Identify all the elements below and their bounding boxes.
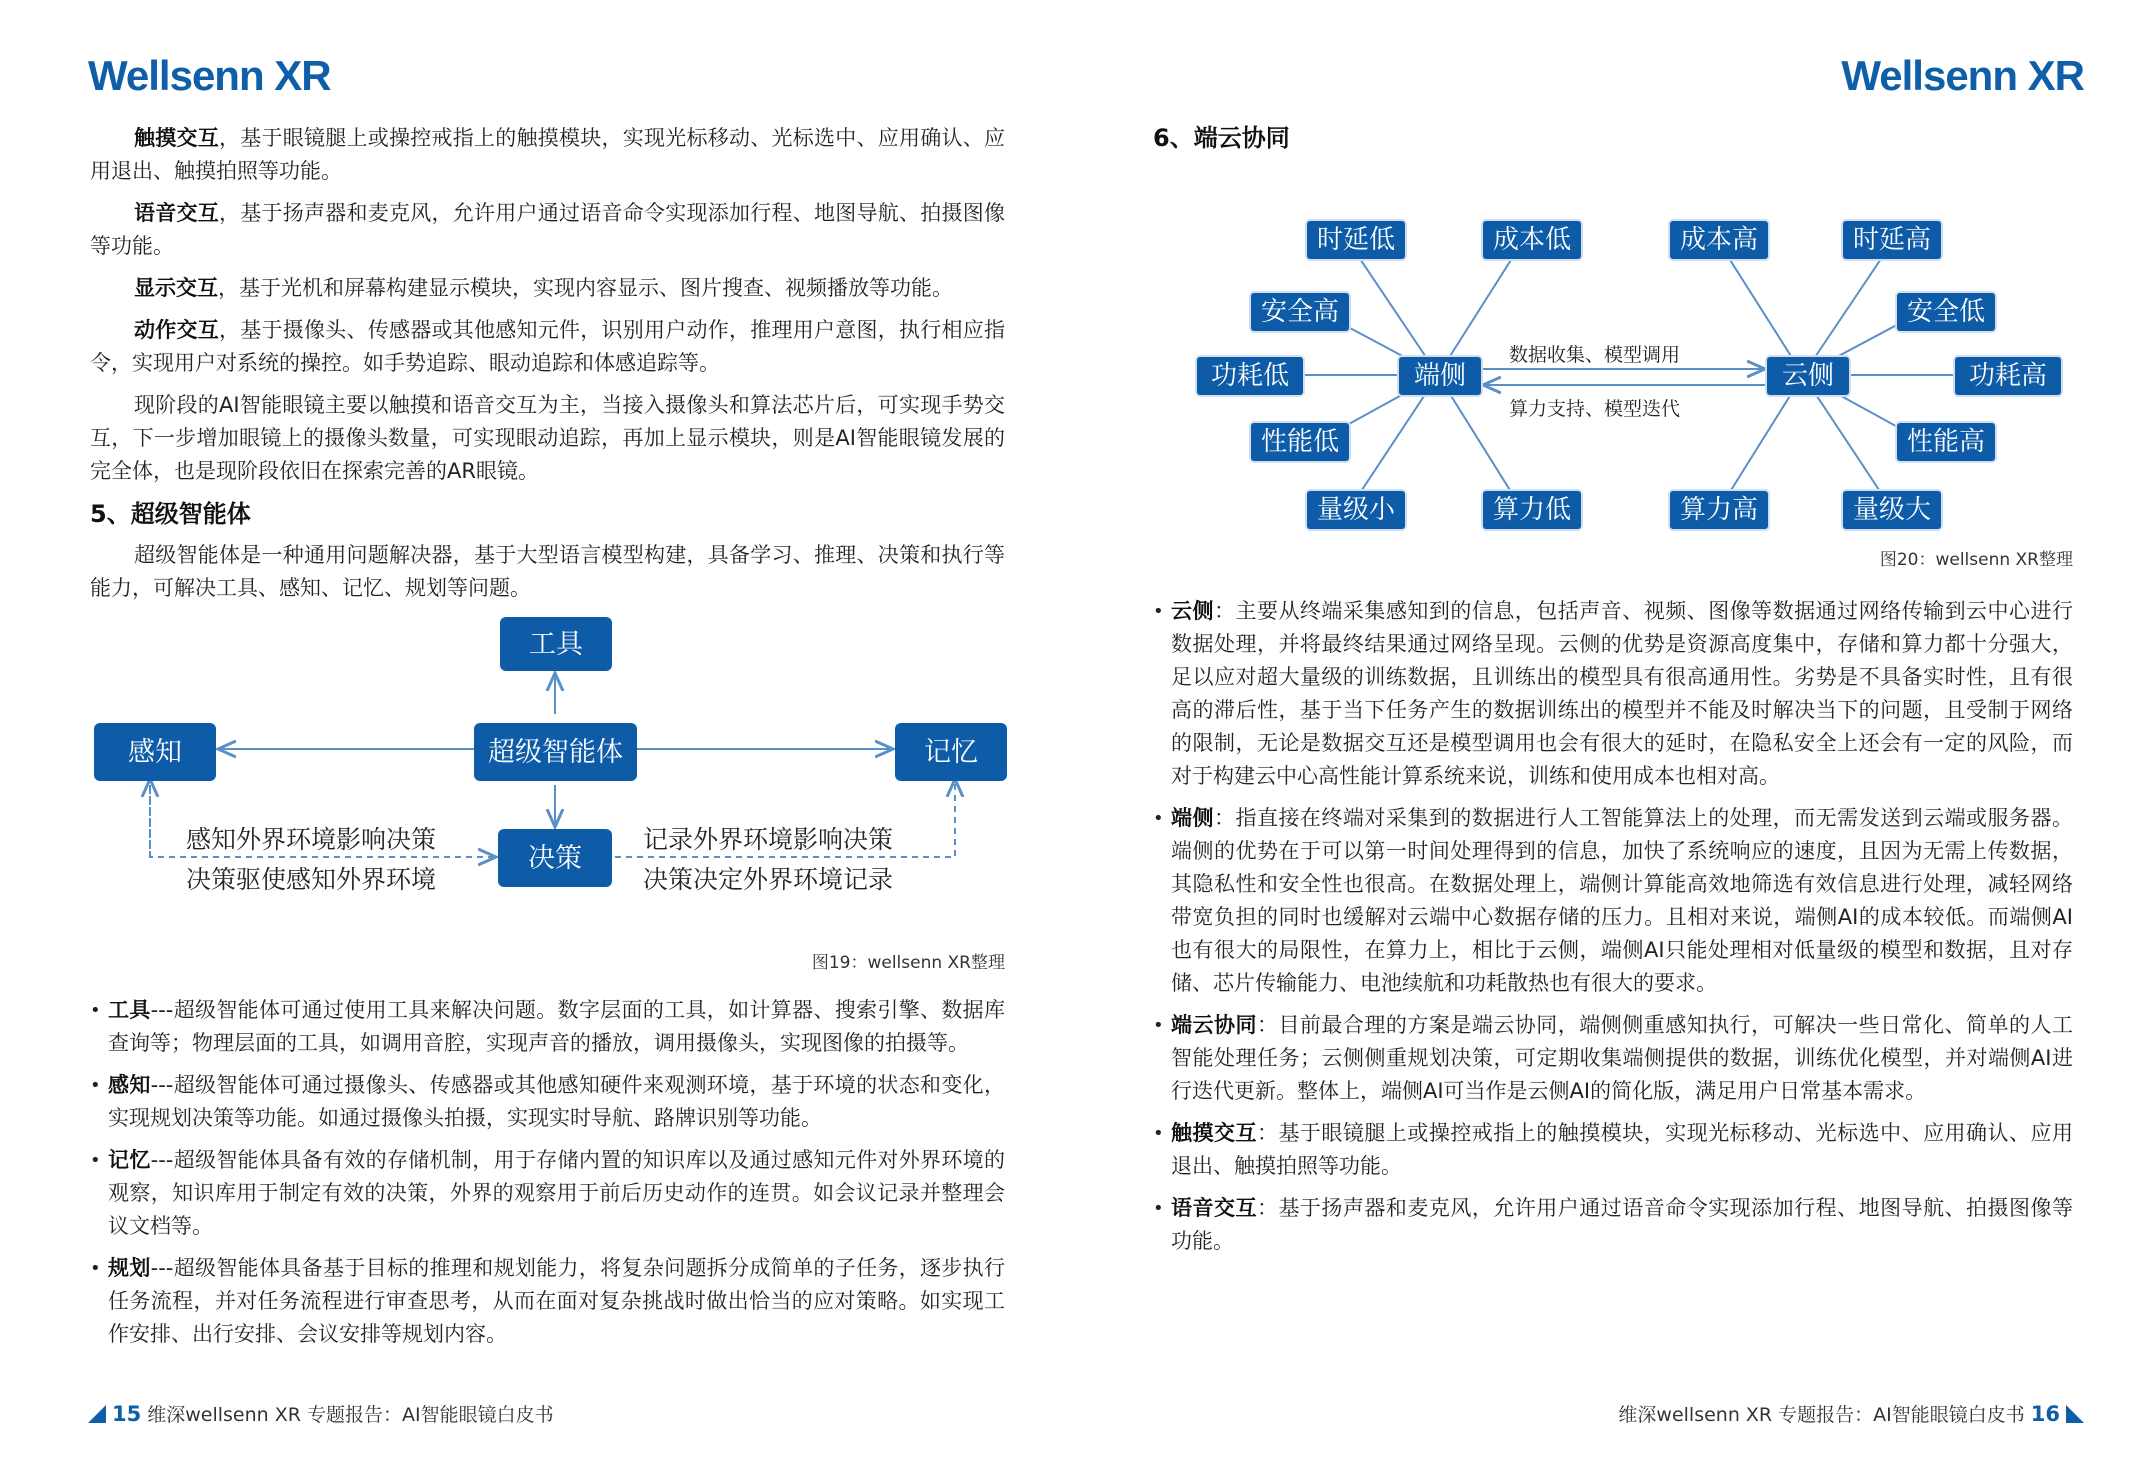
section-title: 5、超级智能体 [90,500,251,528]
edge-tag-compute: 算力低 [1481,489,1583,531]
label-decision-memory: 决策决定外界环境记录 [643,865,894,894]
bullet-item: • 工具---超级智能体可通过使用工具来解决问题。数字层面的工具，如计算器、搜索引擎、数据库查询等；物理层面的工具，如调用音腔，实现声音的播放，调用摄像头，实现图像的拍摄等。 [90,994,1005,1060]
edge-cloud-diagram [1153,163,2073,525]
edge-tag-cost: 成本低 [1481,219,1583,261]
perception-node: 感知 [94,723,216,781]
super-agent-node: 超级智能体 [474,723,637,781]
paragraph: 显示交互，基于光机和屏幕构建显示模块，实现内容显示、图片搜查、视频播放等功能。 [134,276,953,300]
bullet-item: • 端云协同：目前最合理的方案是端云协同，端侧侧重感知执行，可解决一些日常化、简单的人工智能处理任务；云侧侧重规划决策，可定期收集端侧提供的数据，训练优化模型，并对端侧AI进行迭代更新。整体上，端侧AI可当作是云侧AI的简化版，满足用户日常基本需求。 [1153,1009,2073,1108]
tools-node: 工具 [500,617,612,671]
brand-logo: Wellsenn XR [88,52,331,99]
figure-caption: 图19：wellsenn XR整理 [811,953,1005,973]
memory-node: 记忆 [895,723,1007,781]
figure-caption: 图20：wellsenn XR整理 [1879,550,2073,570]
edge-tag-power: 功耗低 [1195,355,1305,397]
label-perception-decision: 感知外界环境影响决策 [186,825,437,854]
bullet-item: • 云侧：主要从终端采集感知到的信息，包括声音、视频、图像等数据通过网络传输到云中心进行数据处理，并将最终结果通过网络呈现。云侧的优势是资源高度集中，存储和算力都十分强大，足以应对超大量级的训练数据，且训练出的模型具有很高通用性。劣势是不具备实时性，且有很高的滞后性，基于当下任务产生的数据训练出的模型并不能及时解决当下的问题，且受制于网络的限制，无论是数据交互还是模型调用也会有很大的延时，在隐私安全上还会有一定的风险，而对于构建云中心高性能计算系统来说，训练和使用成本也相对高。 [1153,595,2073,793]
bullet-item: • 触摸交互：基于眼镜腿上或操控戒指上的触摸模块，实现光标移动、光标选中、应用确认、应用退出、触摸拍照等功能。 [1153,1117,2073,1183]
footer-triangle-icon [88,1405,106,1423]
bullet-item: • 记忆---超级智能体具备有效的存储机制，用于存储内置的知识库以及通过感知元件对外界环境的观察，知识库用于制定有效的决策，外界的观察用于前后历史动作的连贯。如会议记录并整理会议文档等。 [90,1144,1005,1243]
edge-tag-scale: 量级小 [1305,489,1407,531]
bullet-item: • 感知---超级智能体可通过摄像头、传感器或其他感知硬件来观测环境，基于环境的状态和变化，实现规划决策等功能。如通过摄像头拍摄，实现实时导航、路牌识别等功能。 [90,1069,1005,1135]
super-agent-diagram [90,617,1005,917]
page-number: 15 [112,1401,142,1426]
edge-tag-latency: 时延低 [1305,219,1407,261]
cloud-tag-compute: 算力高 [1668,489,1770,531]
cloud-tag-performance: 性能高 [1895,421,1997,463]
bullet-item: • 端侧：指直接在终端对采集到的数据进行人工智能算法上的处理，而无需发送到云端或服务器。端侧的优势在于可以第一时间处理得到的信息，加快了系统响应的速度，且因为无需上传数据，其隐私性和安全性也很高。在数据处理上，端侧计算能高效地筛选有效信息进行处理，减轻网络带宽负担的同时也缓解对云端中心数据存储的压力。且相对来说，端侧AI的成本较低。而端侧AI也有很大的局限性，在算力上，相比于云侧，端侧AI只能处理相对低量级的模型和数据，且对存储、芯片传输能力、电池续航和功耗散热也有很大的要求。 [1153,802,2073,1000]
paragraph: 触摸交互，基于眼镜腿上或操控戒指上的触摸模块，实现光标移动、光标选中、应用确认、应用退出、触摸拍照等功能。 [90,126,1005,183]
cloud-tag-latency: 时延高 [1841,219,1943,261]
left-column [90,122,1005,1360]
cloud-tag-power: 功耗高 [1953,355,2063,397]
page-footer [88,1400,554,1427]
paragraph: 语音交互，基于扬声器和麦克风，允许用户通过语音命令实现添加行程、地图导航、拍摄图像等功能。 [90,201,1005,258]
cloud-hub: 云侧 [1765,355,1851,397]
label-compute-support: 算力支持、模型迭代 [1509,398,1681,420]
edge-hub: 端侧 [1397,355,1483,397]
footer-triangle-icon [2066,1405,2084,1423]
label-memory-decision: 记录外界环境影响决策 [643,825,894,854]
edge-tag-performance: 性能低 [1249,421,1351,463]
page-number: 16 [2030,1401,2060,1426]
brand-logo: Wellsenn XR [1841,52,2084,99]
decision-node: 决策 [498,829,612,887]
label-decision-perception: 决策驱使感知外界环境 [186,865,437,894]
cloud-tag-scale: 量级大 [1841,489,1943,531]
page-footer [1618,1400,2084,1427]
cloud-tag-cost: 成本高 [1668,219,1770,261]
paragraph: 动作交互，基于摄像头、传感器或其他感知元件，识别用户动作，推理用户意图，执行相应指令，实现用户对系统的操控。如手势追踪、眼动追踪和体感追踪等。 [90,318,1005,375]
right-column [1153,118,2073,1267]
bullet-item: • 规划---超级智能体具备基于目标的推理和规划能力，将复杂问题拆分成简单的子任务，逐步执行任务流程，并对任务流程进行审查思考，从而在面对复杂挑战时做出恰当的应对策略。如实现工作安排、出行安排、会议安排等规划内容。 [90,1252,1005,1351]
footer-text: 维深wellsenn XR 专题报告：AI智能眼镜白皮书 [1618,1404,2025,1426]
edge-tag-security: 安全高 [1249,291,1351,333]
label-data-collection: 数据收集、模型调用 [1509,344,1681,366]
section-title: 6、端云协同 [1153,124,1290,152]
bullet-item: • 语音交互：基于扬声器和麦克风，允许用户通过语音命令实现添加行程、地图导航、拍摄图像等功能。 [1153,1192,2073,1258]
footer-text: 维深wellsenn XR 专题报告：AI智能眼镜白皮书 [147,1404,554,1426]
cloud-tag-security: 安全低 [1895,291,1997,333]
paragraph: 现阶段的AI智能眼镜主要以触摸和语音交互为主，当接入摄像头和算法芯片后，可实现手势交互，下一步增加眼镜上的摄像头数量，可实现眼动追踪，再加上显示模块，则是AI智能眼镜发展的完全体，也是现阶段依旧在探索完善的AR眼镜。 [90,393,1005,483]
paragraph: 超级智能体是一种通用问题解决器，基于大型语言模型构建，具备学习、推理、决策和执行等能力，可解决工具、感知、记忆、规划等问题。 [90,543,1005,600]
right-page [1073,0,2146,1466]
